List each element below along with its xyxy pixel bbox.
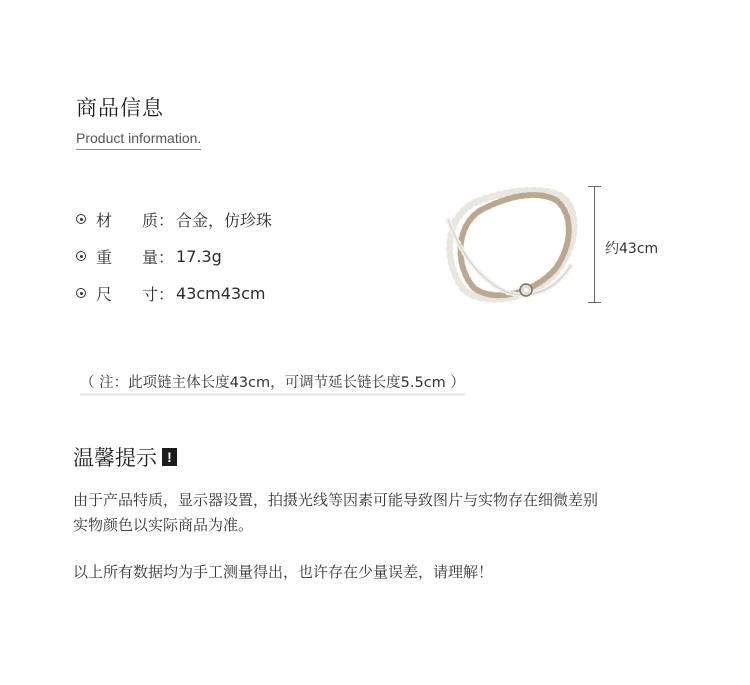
bullet-icon: [76, 214, 86, 224]
spec-colon: ：: [158, 247, 175, 267]
spec-value-weight: 17.3g: [176, 246, 222, 266]
spec-value-size: 43cm43cm: [176, 283, 266, 303]
spec-row-material: [76, 208, 272, 230]
section-title-en: Product information.: [76, 130, 201, 150]
spec-row-weight: [76, 245, 222, 267]
dimension-line: [594, 186, 595, 303]
tips-title-text: 温馨提示: [73, 446, 157, 470]
spec-row-size: [76, 282, 266, 304]
dimension-label: 约43cm: [605, 241, 659, 257]
bullet-icon: [76, 251, 86, 261]
bullet-icon: [76, 288, 86, 298]
dimension-cap-top: [588, 186, 601, 187]
exclamation-icon: !: [162, 448, 177, 466]
spec-label: 材 质: [96, 210, 158, 230]
section-title-cn: 商品信息: [76, 96, 164, 120]
tips-title: [73, 442, 177, 472]
tips-para-line2: 实物颜色以实际商品为准。: [73, 516, 254, 534]
spec-label: 重 量: [96, 247, 158, 267]
spec-colon: ：: [158, 284, 175, 304]
length-note: （ 注：此项链主体长度43cm，可调节延长链长度5.5cm ）: [80, 371, 465, 396]
spec-colon: ：: [158, 210, 175, 230]
dimension-cap-bottom: [588, 302, 601, 303]
spec-label: 尺 寸: [96, 284, 158, 304]
tips-para-line1: 由于产品特质，显示器设置，拍摄光线等因素可能导致图片与实物存在细微差别: [73, 491, 599, 509]
tips-para-measure: 以上所有数据均为手工测量得出，也许存在少量误差，请理解！: [73, 563, 494, 581]
necklace-image: [436, 180, 586, 320]
spec-value-material: 合金，仿珍珠: [176, 210, 273, 230]
